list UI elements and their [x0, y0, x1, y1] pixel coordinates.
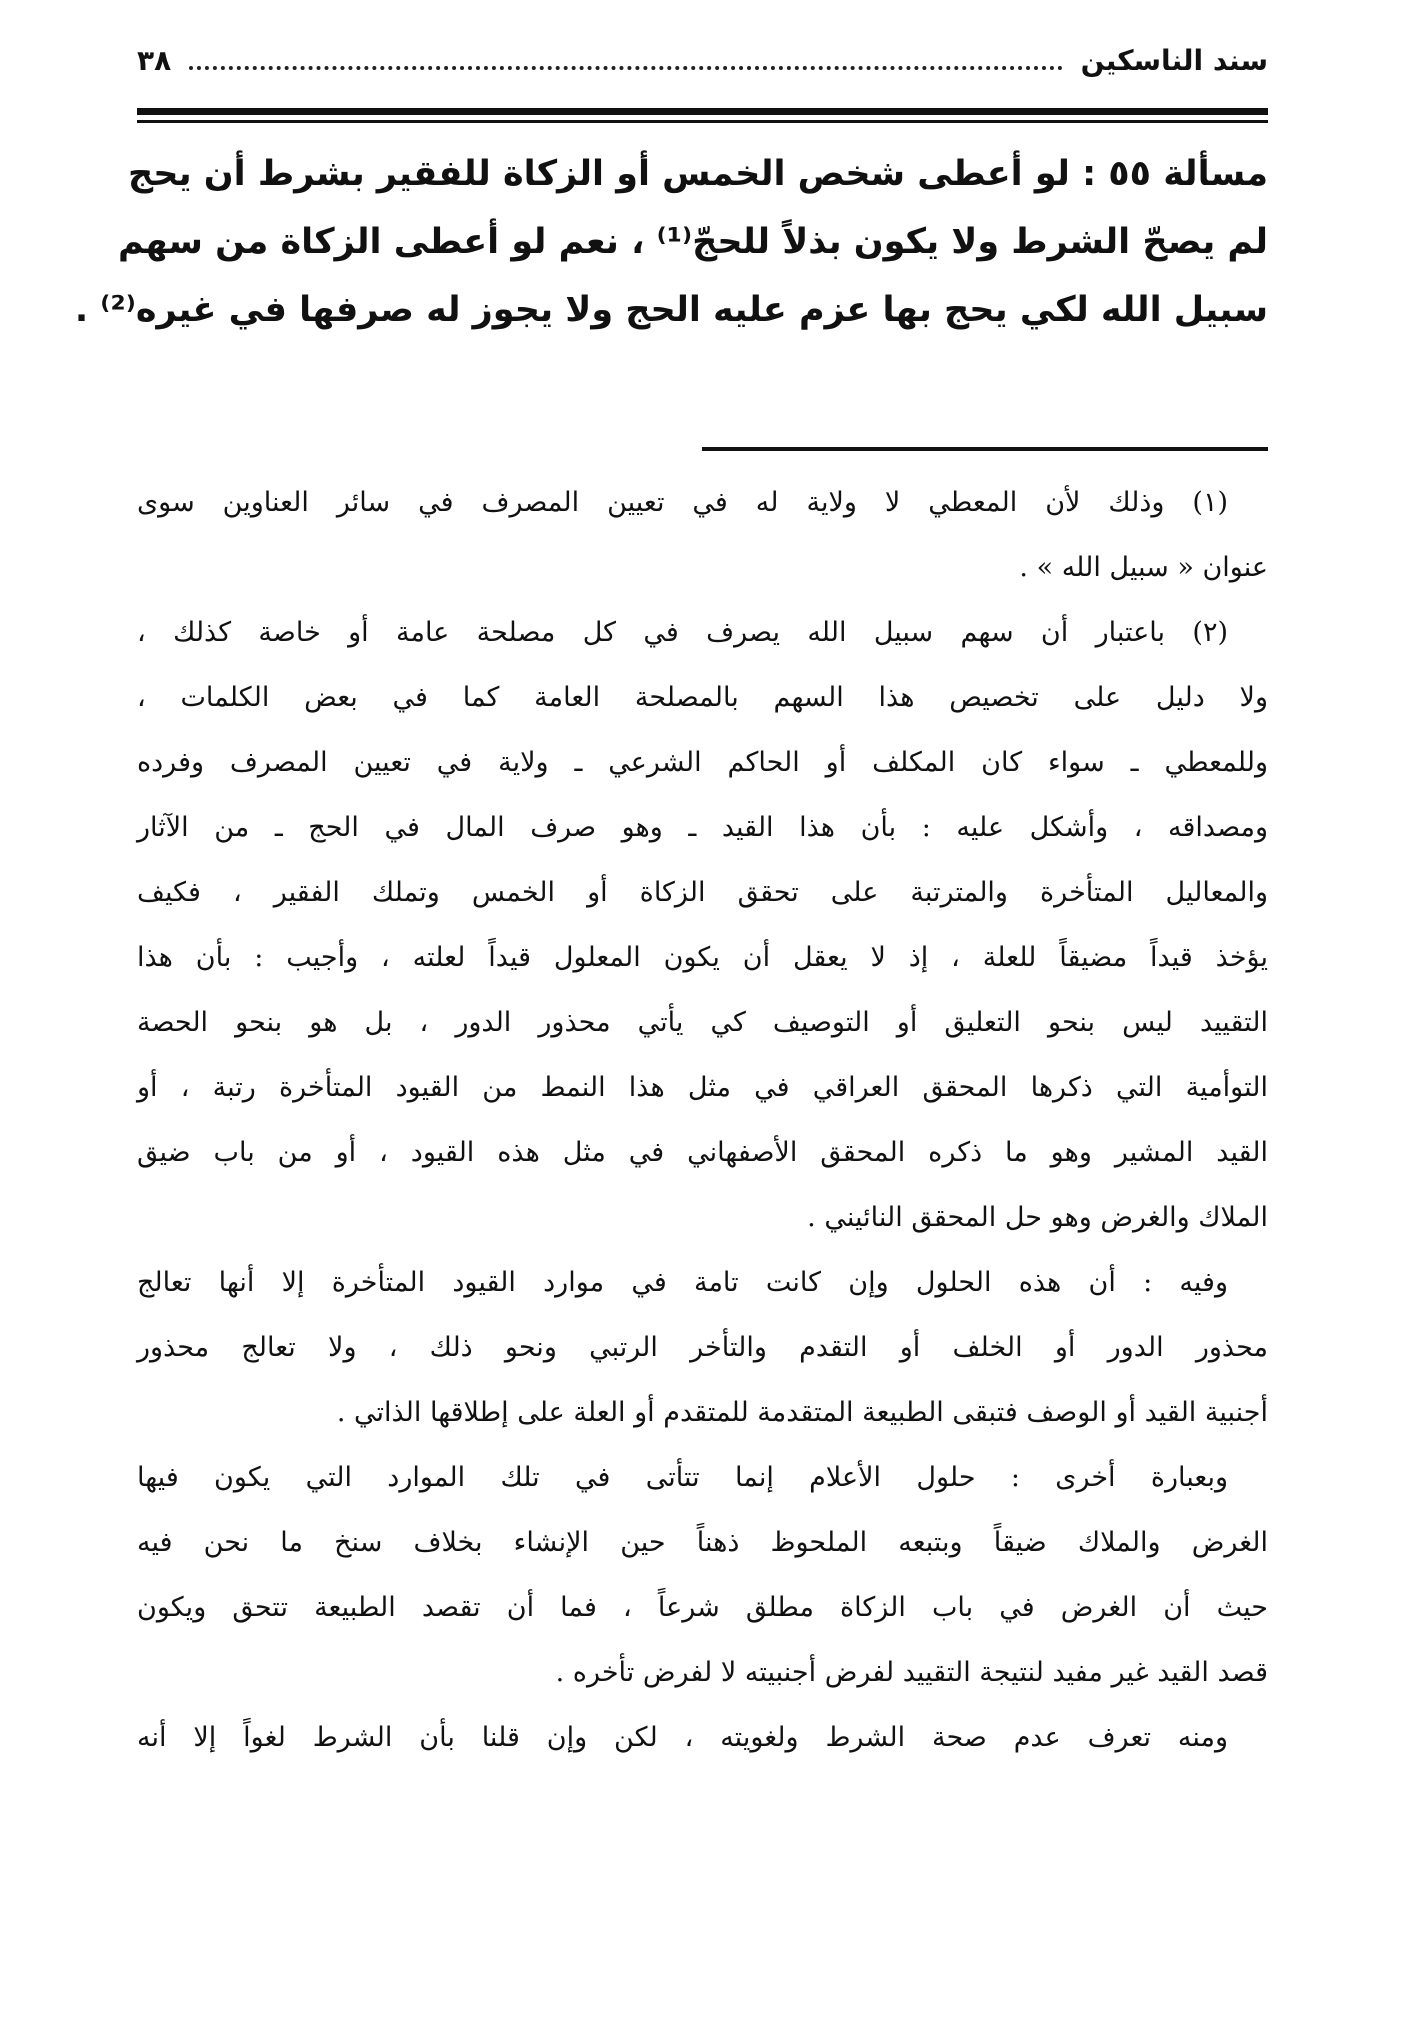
footnote-line: الغرض والملاك ضيقاً وبتبعه الملحوظ ذهناً حين الإنشاء بخلاف سنخ ما نحن فيه	[137, 1527, 1268, 1558]
main-line: مسألة ٥٥ : لو أعطى شخص الخمس أو الزكاة للفقير بشرط أن يحج	[128, 154, 1268, 194]
main-line: سبيل الله لكي يحج بها عزم عليه الحج ولا يجوز له صرفها في غيره⁽²⁾ .	[74, 290, 1268, 330]
footnote-line: القيد المشير وهو ما ذكره المحقق الأصفهاني في مثل هذه القيود ، أو من باب ضيق	[137, 1137, 1268, 1168]
footnote-line: محذور الدور أو الخلف أو التقدم والتأخر الرتبي ونحو ذلك ، ولا تعالج محذور	[137, 1332, 1268, 1363]
footnote-line: وللمعطي ـ سواء كان المكلف أو الحاكم الشرعي ـ ولاية في تعيين المصرف وفرده	[137, 747, 1268, 778]
footnote-line: التقييد ليس بنحو التعليق أو التوصيف كي يأتي محذور الدور ، بل هو بنحو الحصة	[137, 1007, 1268, 1038]
header-dot-leader	[189, 66, 1062, 70]
main-text	[74, 140, 1268, 344]
header-rule-thin	[137, 120, 1268, 123]
footnote-line: حيث أن الغرض في باب الزكاة مطلق شرعاً ، فما أن تقصد الطبيعة تتحق ويكون	[137, 1592, 1268, 1623]
header-rule-thick	[137, 108, 1268, 115]
book-title: سند الناسكين	[1080, 43, 1268, 77]
footnote-line: وفيه : أن هذه الحلول وإن كانت تامة في موارد القيود المتأخرة إلا أنها تعالج	[137, 1267, 1228, 1298]
footnote-line: ومنه تعرف عدم صحة الشرط ولغويته ، لكن وإن قلنا بأن الشرط لغواً إلا أنه	[137, 1722, 1228, 1753]
footnote-line: (١) وذلك لأن المعطي لا ولاية له في تعيين المصرف في سائر العناوين سوى	[137, 487, 1228, 518]
footnote-line: الملاك والغرض وهو حل المحقق النائيني .	[807, 1202, 1268, 1233]
footnote-line: ومصداقه ، وأشكل عليه : بأن هذا القيد ـ وهو صرف المال في الحج ـ من الآثار	[137, 812, 1268, 843]
running-header	[137, 38, 1268, 82]
page-number: ٣٨	[137, 43, 172, 77]
main-line: لم يصحّ الشرط ولا يكون بذلاً للحجّ⁽¹⁾ ، نعم لو أعطى الزكاة من سهم	[117, 222, 1268, 262]
footnotes	[137, 470, 1268, 1770]
footnote-line: يؤخذ قيداً مضيقاً للعلة ، إذ لا يعقل أن يكون المعلول قيداً لعلته ، وأجيب : بأن هذا	[137, 942, 1268, 973]
footnote-line: التوأمية التي ذكرها المحقق العراقي في مثل هذا النمط من القيود المتأخرة رتبة ، أو	[137, 1072, 1268, 1103]
footnote-line: ولا دليل على تخصيص هذا السهم بالمصلحة العامة كما في بعض الكلمات ،	[137, 682, 1268, 713]
footnote-line: عنوان « سبيل الله » .	[1019, 552, 1268, 583]
footnote-line: قصد القيد غير مفيد لنتيجة التقييد لفرض أجنبيته لا لفرض تأخره .	[555, 1657, 1268, 1688]
footnote-separator	[702, 447, 1268, 451]
footnote-line: أجنبية القيد أو الوصف فتبقى الطبيعة المتقدمة للمتقدم أو العلة على إطلاقها الذاتي .	[336, 1397, 1268, 1428]
footnote-line: والمعاليل المتأخرة والمترتبة على تحقق الزكاة أو الخمس وتملك الفقير ، فكيف	[137, 877, 1268, 908]
footnote-line: (٢) باعتبار أن سهم سبيل الله يصرف في كل مصلحة عامة أو خاصة كذلك ،	[137, 617, 1228, 648]
footnote-line: وبعبارة أخرى : حلول الأعلام إنما تتأتى في تلك الموارد التي يكون فيها	[137, 1462, 1228, 1493]
